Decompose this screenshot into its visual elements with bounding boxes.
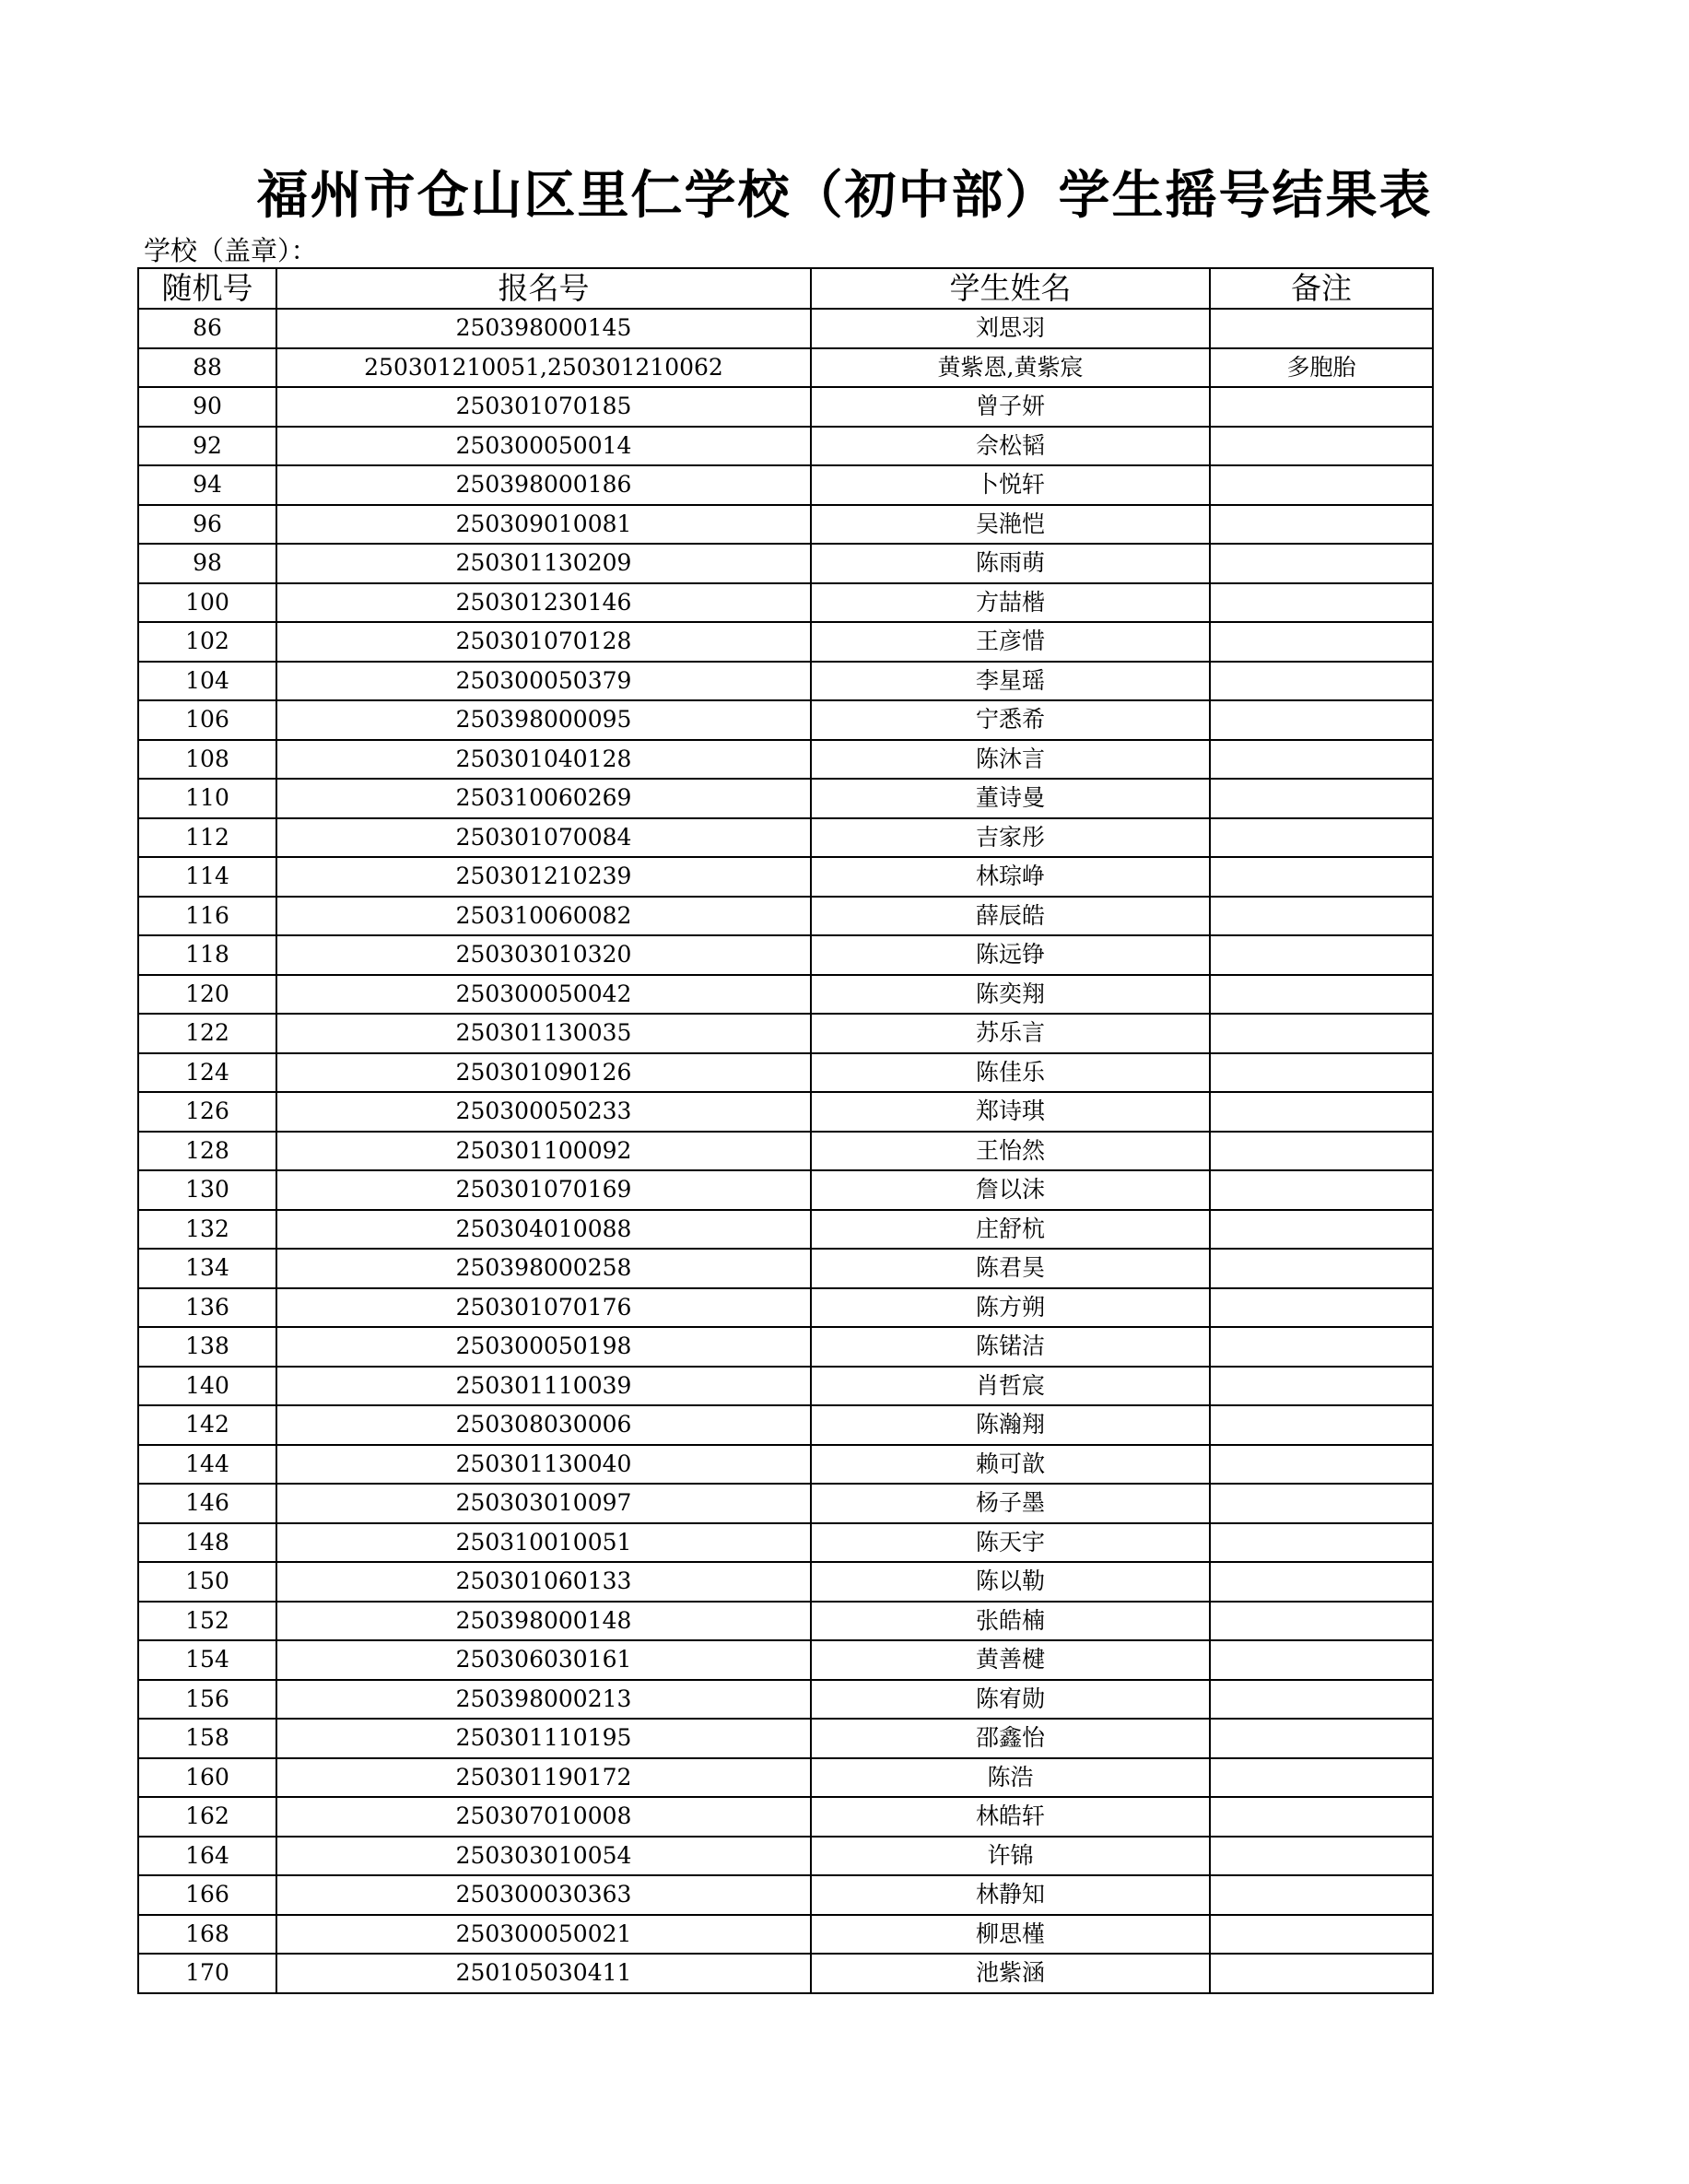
cell-random-no: 106 [138,700,276,740]
table-row [138,935,1433,975]
cell-registration-no: 250301070169 [276,1170,811,1210]
cell-registration-no: 250301100092 [276,1132,811,1171]
table-row [138,1210,1433,1250]
cell-student-name: 吉家彤 [811,818,1210,858]
cell-registration-no: 250300050042 [276,975,811,1015]
cell-registration-no: 250304010088 [276,1210,811,1250]
cell-registration-no: 250301070084 [276,818,811,858]
cell-registration-no: 250303010320 [276,935,811,975]
cell-remarks [1210,1719,1433,1758]
cell-remarks [1210,857,1433,897]
cell-remarks [1210,818,1433,858]
cell-student-name: 陈瀚翔 [811,1405,1210,1445]
cell-student-name: 陈佳乐 [811,1053,1210,1093]
cell-remarks [1210,1562,1433,1602]
table-row [138,1562,1433,1602]
cell-remarks [1210,1602,1433,1641]
cell-student-name: 陈锘洁 [811,1327,1210,1367]
cell-random-no: 150 [138,1562,276,1602]
table-row [138,1719,1433,1758]
table-row [138,1132,1433,1171]
cell-remarks [1210,1445,1433,1485]
cell-random-no: 104 [138,662,276,701]
cell-student-name: 王怡然 [811,1132,1210,1171]
table-row [138,1602,1433,1641]
cell-remarks [1210,387,1433,427]
cell-remarks [1210,700,1433,740]
cell-remarks [1210,897,1433,936]
table-row [138,348,1433,388]
cell-remarks [1210,505,1433,545]
cell-student-name: 池紫涵 [811,1954,1210,1993]
cell-registration-no: 250301060133 [276,1562,811,1602]
column-header-registration-no: 报名号 [276,268,811,309]
cell-registration-no: 250301130035 [276,1014,811,1053]
table-row [138,818,1433,858]
cell-student-name: 曾子妍 [811,387,1210,427]
table-row [138,505,1433,545]
cell-registration-no: 250398000095 [276,700,811,740]
cell-registration-no: 250301230146 [276,583,811,623]
cell-random-no: 154 [138,1640,276,1680]
cell-random-no: 140 [138,1367,276,1406]
cell-random-no: 118 [138,935,276,975]
cell-random-no: 112 [138,818,276,858]
cell-remarks [1210,1132,1433,1171]
cell-remarks [1210,1014,1433,1053]
cell-random-no: 152 [138,1602,276,1641]
cell-random-no: 134 [138,1249,276,1288]
cell-registration-no: 250300050233 [276,1092,811,1132]
cell-registration-no: 250301110039 [276,1367,811,1406]
table-row [138,465,1433,505]
cell-student-name: 陈沐言 [811,740,1210,780]
cell-remarks [1210,1288,1433,1328]
cell-student-name: 薛辰皓 [811,897,1210,936]
table-row [138,544,1433,583]
cell-registration-no: 250398000186 [276,465,811,505]
cell-student-name: 王彦惜 [811,622,1210,662]
cell-remarks: 多胞胎 [1210,348,1433,388]
cell-registration-no: 250310060082 [276,897,811,936]
cell-remarks [1210,1680,1433,1720]
cell-random-no: 166 [138,1875,276,1915]
page-title: 福州市仓山区里仁学校（初中部）学生摇号结果表 [256,165,1433,226]
cell-random-no: 130 [138,1170,276,1210]
cell-remarks [1210,1053,1433,1093]
cell-random-no: 122 [138,1014,276,1053]
cell-student-name: 吴滟恺 [811,505,1210,545]
cell-registration-no: 250301070128 [276,622,811,662]
cell-registration-no: 250301070176 [276,1288,811,1328]
school-stamp-label: 学校（盖章）： [144,235,318,266]
cell-random-no: 94 [138,465,276,505]
cell-random-no: 86 [138,309,276,348]
cell-student-name: 张皓楠 [811,1602,1210,1641]
cell-student-name: 肖哲宸 [811,1367,1210,1406]
cell-remarks [1210,1758,1433,1798]
cell-remarks [1210,975,1433,1015]
cell-remarks [1210,1484,1433,1523]
cell-random-no: 110 [138,779,276,818]
cell-registration-no: 250300050379 [276,662,811,701]
column-header-remarks: 备注 [1210,268,1433,309]
cell-random-no: 92 [138,427,276,466]
table-row [138,975,1433,1015]
cell-random-no: 108 [138,740,276,780]
cell-remarks [1210,427,1433,466]
cell-student-name: 宁悉希 [811,700,1210,740]
cell-remarks [1210,1837,1433,1876]
table-row [138,309,1433,348]
cell-registration-no: 250301040128 [276,740,811,780]
cell-random-no: 142 [138,1405,276,1445]
cell-random-no: 120 [138,975,276,1015]
cell-remarks [1210,1954,1433,1993]
table-row [138,1445,1433,1485]
cell-remarks [1210,1170,1433,1210]
cell-student-name: 苏乐言 [811,1014,1210,1053]
cell-random-no: 114 [138,857,276,897]
cell-random-no: 168 [138,1915,276,1955]
table-header-row [138,268,1433,309]
cell-student-name: 林皓轩 [811,1797,1210,1837]
cell-student-name: 许锦 [811,1837,1210,1876]
cell-remarks [1210,1327,1433,1367]
cell-registration-no: 250301210239 [276,857,811,897]
table-row [138,1367,1433,1406]
table-row [138,1014,1433,1053]
cell-random-no: 170 [138,1954,276,1993]
cell-random-no: 90 [138,387,276,427]
table-row [138,1484,1433,1523]
cell-random-no: 156 [138,1680,276,1720]
table-row [138,1758,1433,1798]
cell-student-name: 赖可歆 [811,1445,1210,1485]
cell-registration-no: 250301090126 [276,1053,811,1093]
table-row [138,1837,1433,1876]
cell-registration-no: 250301190172 [276,1758,811,1798]
cell-student-name: 陈天宇 [811,1523,1210,1563]
table-body [138,309,1433,1993]
cell-random-no: 126 [138,1092,276,1132]
table-row [138,1249,1433,1288]
table-row [138,583,1433,623]
table-row [138,700,1433,740]
cell-remarks [1210,1915,1433,1955]
cell-remarks [1210,1249,1433,1288]
cell-student-name: 陈以勒 [811,1562,1210,1602]
cell-student-name: 刘思羽 [811,309,1210,348]
cell-student-name: 陈远铮 [811,935,1210,975]
cell-registration-no: 250303010097 [276,1484,811,1523]
cell-random-no: 128 [138,1132,276,1171]
cell-remarks [1210,1875,1433,1915]
cell-random-no: 164 [138,1837,276,1876]
cell-random-no: 136 [138,1288,276,1328]
cell-random-no: 144 [138,1445,276,1485]
cell-student-name: 卜悦轩 [811,465,1210,505]
cell-remarks [1210,935,1433,975]
cell-remarks [1210,1640,1433,1680]
cell-registration-no: 250306030161 [276,1640,811,1680]
cell-registration-no: 250307010008 [276,1797,811,1837]
cell-registration-no: 250300050198 [276,1327,811,1367]
cell-registration-no: 250309010081 [276,505,811,545]
cell-remarks [1210,583,1433,623]
cell-random-no: 138 [138,1327,276,1367]
table-row [138,1288,1433,1328]
table-row [138,1170,1433,1210]
table-row [138,1875,1433,1915]
cell-remarks [1210,1405,1433,1445]
cell-registration-no: 250398000213 [276,1680,811,1720]
cell-registration-no: 250301130209 [276,544,811,583]
table-row [138,740,1433,780]
cell-registration-no: 250398000145 [276,309,811,348]
cell-student-name: 庄舒杭 [811,1210,1210,1250]
table-row [138,1092,1433,1132]
table-row [138,1053,1433,1093]
cell-registration-no: 250300030363 [276,1875,811,1915]
cell-student-name: 柳思槿 [811,1915,1210,1955]
cell-student-name: 董诗曼 [811,779,1210,818]
cell-student-name: 杨子墨 [811,1484,1210,1523]
cell-random-no: 96 [138,505,276,545]
cell-registration-no: 250105030411 [276,1954,811,1993]
cell-student-name: 林琮峥 [811,857,1210,897]
cell-registration-no: 250300050021 [276,1915,811,1955]
table-row [138,427,1433,466]
cell-random-no: 148 [138,1523,276,1563]
cell-student-name: 陈浩 [811,1758,1210,1798]
cell-random-no: 146 [138,1484,276,1523]
cell-remarks [1210,1523,1433,1563]
table-row [138,1954,1433,1993]
cell-registration-no: 250398000258 [276,1249,811,1288]
table-row [138,1327,1433,1367]
cell-registration-no: 250310010051 [276,1523,811,1563]
cell-student-name: 陈方朔 [811,1288,1210,1328]
cell-registration-no: 250310060269 [276,779,811,818]
table-row [138,387,1433,427]
table-row [138,897,1433,936]
cell-random-no: 160 [138,1758,276,1798]
table-row [138,1523,1433,1563]
cell-random-no: 98 [138,544,276,583]
cell-random-no: 162 [138,1797,276,1837]
cell-student-name: 詹以沫 [811,1170,1210,1210]
table-row [138,1640,1433,1680]
cell-registration-no: 250301070185 [276,387,811,427]
column-header-random-no: 随机号 [138,268,276,309]
cell-student-name: 郑诗琪 [811,1092,1210,1132]
cell-remarks [1210,662,1433,701]
column-header-student-name: 学生姓名 [811,268,1210,309]
cell-registration-no: 250301210051,250301210062 [276,348,811,388]
table-row [138,1797,1433,1837]
table-row [138,779,1433,818]
cell-student-name: 林静知 [811,1875,1210,1915]
cell-remarks [1210,740,1433,780]
table-row [138,662,1433,701]
cell-registration-no: 250301130040 [276,1445,811,1485]
cell-remarks [1210,779,1433,818]
cell-registration-no: 250300050014 [276,427,811,466]
cell-remarks [1210,622,1433,662]
cell-random-no: 124 [138,1053,276,1093]
cell-student-name: 黄善楗 [811,1640,1210,1680]
cell-remarks [1210,309,1433,348]
cell-registration-no: 250308030006 [276,1405,811,1445]
cell-student-name: 李星瑶 [811,662,1210,701]
cell-student-name: 陈奕翔 [811,975,1210,1015]
cell-remarks [1210,465,1433,505]
cell-student-name: 佘松韬 [811,427,1210,466]
cell-random-no: 116 [138,897,276,936]
table-row [138,857,1433,897]
cell-remarks [1210,1210,1433,1250]
cell-remarks [1210,1367,1433,1406]
cell-remarks [1210,544,1433,583]
lottery-results-table [137,267,1434,1994]
cell-random-no: 158 [138,1719,276,1758]
cell-registration-no: 250398000148 [276,1602,811,1641]
cell-random-no: 100 [138,583,276,623]
table-row [138,1680,1433,1720]
cell-student-name: 陈君昊 [811,1249,1210,1288]
cell-remarks [1210,1797,1433,1837]
cell-student-name: 方喆楷 [811,583,1210,623]
cell-random-no: 88 [138,348,276,388]
cell-registration-no: 250303010054 [276,1837,811,1876]
cell-random-no: 132 [138,1210,276,1250]
cell-random-no: 102 [138,622,276,662]
cell-student-name: 陈雨萌 [811,544,1210,583]
cell-student-name: 黄紫恩,黄紫宸 [811,348,1210,388]
table-row [138,1915,1433,1955]
cell-remarks [1210,1092,1433,1132]
cell-student-name: 邵鑫怡 [811,1719,1210,1758]
cell-student-name: 陈宥勋 [811,1680,1210,1720]
table-row [138,1405,1433,1445]
cell-registration-no: 250301110195 [276,1719,811,1758]
table-row [138,622,1433,662]
